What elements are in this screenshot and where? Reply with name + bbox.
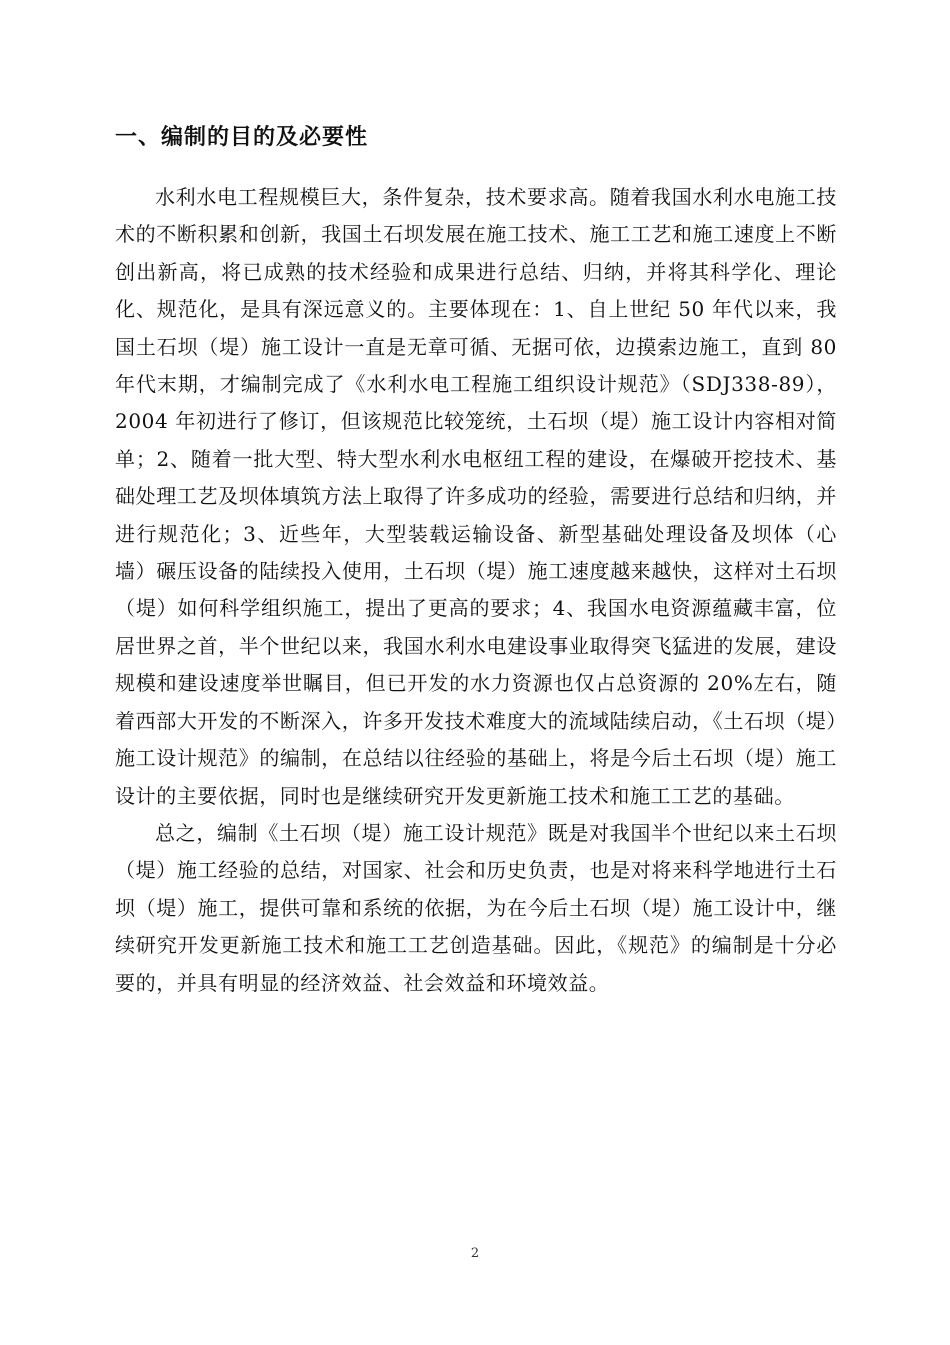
paragraph-conclusion: 总之，编制《土石坝（堤）施工设计规范》既是对我国半个世纪以来土石坝（堤）施工经验的总结，对国家、社会和历史负责，也是对将来科学地进行土石坝（堤）施工，提供可靠和系统的依据，为在今后土石坝（堤）施工设计中，继续研究开发更新施工技术和施工工艺创造基础。因此，《规范》的编制是十分必要的，并具有明显的经济效益、社会效益和环境效益。: [115, 820, 837, 995]
body-text: [115, 179, 837, 1002]
page-number: 2: [470, 1246, 480, 1261]
section-heading: 一、编制的目的及必要性: [115, 125, 369, 150]
paragraph-purpose: 水利水电工程规模巨大，条件复杂，技术要求高。随着我国水利水电施工技术的不断积累和创新，我国土石坝发展在施工技术、施工工艺和施工速度上不断创出新高，将已成熟的技术经验和成果进行总结、归纳，并将其科学化、理论化、规范化，是具有深远意义的。主要体现在：1、自上世纪 50 年代以来，我国土石坝（堤）施工设计一直是无章可循、无据可依，边摸索边施工，直到 80 年代末期，才编制完成了《水利水电工程施工组织设计规范》（SDJ338-89），2004 年初进行了修订，但该规范比较笼统，土石坝（堤）施工设计内容相对简单；2、随着一批大型、特大型水利水电枢纽工程的建设，在爆破开挖技术、基础处理工艺及坝体填筑方法上取得了许多成功的经验，需要进行总结和归纳，并进行规范化；3、近些年，大型装载运输设备、新型基础处理设备及坝体（心墙）碾压设备的陆续投入使用，土石坝（堤）施工速度越来越快，这样对土石坝（堤）如何科学组织施工，提出了更高的要求；4、我国水电资源蕴藏丰富，位居世界之首，半个世纪以来，我国水利水电建设事业取得突飞猛进的发展，建设规模和建设速度举世瞩目，但已开发的水力资源也仅占总资源的 20%左右，随着西部大开发的不断深入，许多开发技术难度大的流域陆续启动，《土石坝（堤）施工设计规范》的编制，在总结以往经验的基础上，将是今后土石坝（堤）施工设计的主要依据，同时也是继续研究开发更新施工技术和施工工艺的基础。: [115, 185, 837, 808]
